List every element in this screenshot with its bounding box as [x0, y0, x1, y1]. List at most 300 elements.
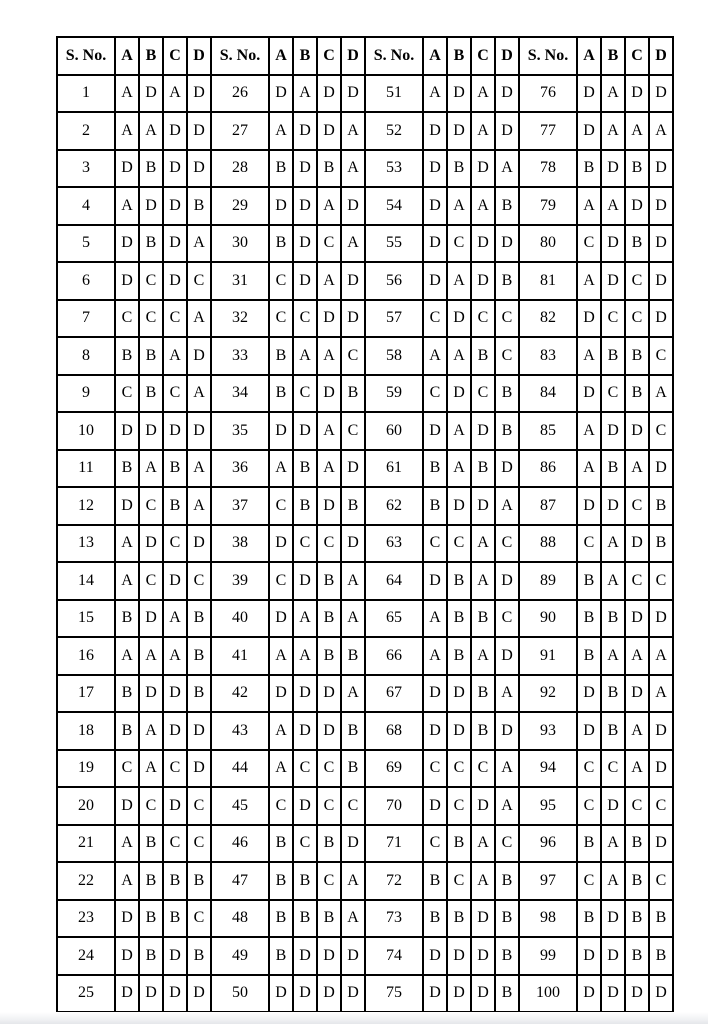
answer-cell: D	[269, 975, 293, 1013]
answer-cell: B	[187, 862, 211, 900]
serial-cell: 78	[519, 150, 577, 188]
answer-cell: D	[269, 600, 293, 638]
table-row	[57, 600, 673, 638]
serial-cell: 92	[519, 675, 577, 713]
serial-cell: 64	[365, 562, 423, 600]
answer-cell: B	[601, 712, 625, 750]
answer-cell: C	[163, 750, 187, 788]
answer-cell: C	[163, 300, 187, 338]
answer-cell: D	[447, 112, 471, 150]
answer-cell: B	[447, 562, 471, 600]
answer-cell: D	[317, 975, 341, 1013]
answer-cell: B	[447, 150, 471, 188]
answer-cell: D	[577, 112, 601, 150]
answer-cell: D	[625, 600, 649, 638]
answer-cell: A	[163, 637, 187, 675]
answer-cell: B	[495, 900, 519, 938]
answer-cell: B	[471, 450, 495, 488]
answer-cell: B	[293, 450, 317, 488]
serial-cell: 44	[211, 750, 269, 788]
answer-cell: C	[577, 787, 601, 825]
answer-cell: A	[293, 75, 317, 113]
table-row	[57, 525, 673, 563]
option-header: A	[423, 37, 447, 75]
serial-cell: 99	[519, 937, 577, 975]
answer-cell: A	[139, 712, 163, 750]
answer-cell: A	[115, 112, 139, 150]
answer-cell: D	[577, 712, 601, 750]
answer-cell: A	[471, 75, 495, 113]
option-header: D	[187, 37, 211, 75]
answer-cell: B	[495, 375, 519, 413]
serial-header: S. No.	[365, 37, 423, 75]
answer-cell: A	[139, 750, 163, 788]
table-row	[57, 562, 673, 600]
answer-cell: B	[187, 675, 211, 713]
answer-cell: B	[341, 712, 365, 750]
serial-cell: 30	[211, 225, 269, 263]
answer-cell: D	[649, 75, 673, 113]
answer-cell: B	[187, 937, 211, 975]
answer-cell: B	[269, 937, 293, 975]
answer-cell: D	[423, 412, 447, 450]
answer-cell: D	[649, 600, 673, 638]
serial-cell: 79	[519, 187, 577, 225]
answer-cell: C	[163, 825, 187, 863]
table-body	[57, 75, 673, 1013]
answer-cell: C	[649, 337, 673, 375]
answer-cell: D	[649, 450, 673, 488]
answer-cell: A	[269, 112, 293, 150]
answer-cell: A	[139, 450, 163, 488]
answer-cell: C	[423, 825, 447, 863]
answer-cell: C	[625, 562, 649, 600]
answer-cell: D	[495, 75, 519, 113]
answer-cell: A	[341, 225, 365, 263]
answer-cell: D	[341, 975, 365, 1013]
answer-cell: D	[447, 975, 471, 1013]
answer-cell: D	[115, 937, 139, 975]
answer-cell: D	[625, 187, 649, 225]
answer-cell: D	[115, 787, 139, 825]
answer-cell: D	[115, 412, 139, 450]
answer-cell: A	[115, 75, 139, 113]
answer-cell: A	[495, 750, 519, 788]
answer-cell: C	[317, 750, 341, 788]
answer-cell: A	[423, 600, 447, 638]
answer-cell: D	[187, 712, 211, 750]
serial-cell: 32	[211, 300, 269, 338]
answer-cell: A	[187, 225, 211, 263]
answer-cell: C	[139, 262, 163, 300]
answer-cell: B	[139, 150, 163, 188]
answer-cell: A	[341, 862, 365, 900]
answer-cell: D	[423, 262, 447, 300]
header-row	[57, 37, 673, 75]
answer-cell: A	[341, 150, 365, 188]
answer-cell: A	[317, 412, 341, 450]
option-header: B	[447, 37, 471, 75]
answer-cell: B	[447, 637, 471, 675]
answer-cell: A	[269, 750, 293, 788]
answer-cell: A	[601, 562, 625, 600]
answer-cell: C	[187, 262, 211, 300]
serial-cell: 7	[57, 300, 115, 338]
serial-cell: 72	[365, 862, 423, 900]
answer-cell: C	[139, 787, 163, 825]
answer-cell: D	[471, 262, 495, 300]
option-header: C	[317, 37, 341, 75]
answer-cell: B	[649, 525, 673, 563]
answer-cell: D	[625, 675, 649, 713]
answer-cell: D	[293, 675, 317, 713]
answer-cell: C	[269, 487, 293, 525]
answer-cell: C	[601, 750, 625, 788]
answer-cell: B	[447, 600, 471, 638]
answer-cell: B	[269, 225, 293, 263]
serial-cell: 88	[519, 525, 577, 563]
answer-cell: D	[495, 450, 519, 488]
serial-cell: 8	[57, 337, 115, 375]
answer-cell: A	[139, 112, 163, 150]
serial-cell: 89	[519, 562, 577, 600]
answer-cell: B	[269, 825, 293, 863]
answer-cell: B	[139, 862, 163, 900]
answer-cell: D	[495, 112, 519, 150]
answer-cell: D	[269, 525, 293, 563]
answer-cell: B	[187, 187, 211, 225]
answer-cell: C	[649, 862, 673, 900]
serial-cell: 51	[365, 75, 423, 113]
answer-cell: A	[317, 337, 341, 375]
answer-cell: D	[423, 187, 447, 225]
answer-cell: A	[577, 412, 601, 450]
answer-cell: A	[341, 900, 365, 938]
serial-cell: 6	[57, 262, 115, 300]
answer-cell: D	[601, 412, 625, 450]
serial-cell: 83	[519, 337, 577, 375]
serial-cell: 45	[211, 787, 269, 825]
serial-cell: 90	[519, 600, 577, 638]
answer-cell: D	[293, 112, 317, 150]
serial-cell: 10	[57, 412, 115, 450]
serial-cell: 15	[57, 600, 115, 638]
answer-cell: D	[423, 112, 447, 150]
answer-cell: C	[471, 750, 495, 788]
answer-cell: B	[577, 825, 601, 863]
answer-cell: D	[187, 525, 211, 563]
answer-cell: D	[447, 75, 471, 113]
serial-cell: 42	[211, 675, 269, 713]
answer-cell: C	[495, 525, 519, 563]
serial-cell: 37	[211, 487, 269, 525]
answer-cell: B	[139, 225, 163, 263]
answer-cell: D	[115, 487, 139, 525]
answer-cell: A	[625, 112, 649, 150]
answer-cell: D	[115, 262, 139, 300]
answer-cell: D	[649, 150, 673, 188]
answer-cell: D	[341, 937, 365, 975]
answer-cell: D	[139, 975, 163, 1013]
serial-cell: 93	[519, 712, 577, 750]
answer-cell: A	[601, 75, 625, 113]
answer-cell: C	[649, 787, 673, 825]
serial-cell: 20	[57, 787, 115, 825]
answer-cell: B	[649, 900, 673, 938]
answer-cell: D	[423, 787, 447, 825]
answer-cell: C	[115, 750, 139, 788]
option-header: D	[495, 37, 519, 75]
table-row	[57, 112, 673, 150]
answer-cell: D	[115, 975, 139, 1013]
answer-cell: A	[577, 262, 601, 300]
answer-cell: D	[495, 712, 519, 750]
answer-cell: C	[269, 262, 293, 300]
answer-cell: A	[601, 525, 625, 563]
answer-cell: D	[625, 525, 649, 563]
answer-cell: B	[115, 712, 139, 750]
answer-cell: B	[317, 825, 341, 863]
serial-header: S. No.	[211, 37, 269, 75]
answer-cell: A	[625, 450, 649, 488]
serial-cell: 52	[365, 112, 423, 150]
answer-cell: B	[139, 825, 163, 863]
answer-cell: B	[139, 375, 163, 413]
answer-cell: C	[187, 900, 211, 938]
answer-cell: A	[625, 712, 649, 750]
serial-cell: 68	[365, 712, 423, 750]
answer-cell: D	[187, 975, 211, 1013]
answer-cell: A	[625, 637, 649, 675]
answer-cell: A	[423, 75, 447, 113]
answer-cell: D	[317, 300, 341, 338]
answer-cell: D	[447, 675, 471, 713]
answer-cell: D	[423, 975, 447, 1013]
serial-cell: 47	[211, 862, 269, 900]
answer-cell: D	[423, 675, 447, 713]
serial-cell: 38	[211, 525, 269, 563]
table-row	[57, 712, 673, 750]
answer-cell: B	[601, 600, 625, 638]
answer-cell: B	[341, 637, 365, 675]
answer-cell: D	[293, 975, 317, 1013]
option-header: C	[625, 37, 649, 75]
answer-cell: B	[649, 937, 673, 975]
answer-cell: B	[495, 862, 519, 900]
answer-cell: D	[293, 712, 317, 750]
answer-cell: D	[577, 937, 601, 975]
answer-cell: C	[495, 600, 519, 638]
answer-cell: D	[293, 412, 317, 450]
answer-cell: D	[423, 562, 447, 600]
serial-cell: 75	[365, 975, 423, 1013]
serial-cell: 35	[211, 412, 269, 450]
table-row	[57, 637, 673, 675]
answer-cell: B	[139, 900, 163, 938]
answer-cell: A	[495, 787, 519, 825]
answer-cell: D	[187, 750, 211, 788]
answer-cell: B	[163, 862, 187, 900]
serial-cell: 5	[57, 225, 115, 263]
answer-cell: D	[625, 75, 649, 113]
answer-cell: C	[423, 525, 447, 563]
answer-cell: C	[649, 412, 673, 450]
answer-cell: C	[447, 525, 471, 563]
answer-cell: A	[471, 562, 495, 600]
answer-cell: A	[115, 825, 139, 863]
answer-cell: B	[139, 337, 163, 375]
answer-cell: A	[577, 337, 601, 375]
answer-cell: B	[269, 337, 293, 375]
answer-cell: A	[115, 862, 139, 900]
answer-cell: C	[293, 525, 317, 563]
answer-cell: B	[423, 900, 447, 938]
serial-cell: 84	[519, 375, 577, 413]
answer-cell: D	[269, 675, 293, 713]
serial-cell: 59	[365, 375, 423, 413]
table-row	[57, 975, 673, 1013]
answer-cell: D	[163, 787, 187, 825]
answer-cell: C	[625, 300, 649, 338]
answer-cell: C	[269, 562, 293, 600]
table-header	[57, 37, 673, 75]
answer-cell: D	[317, 375, 341, 413]
answer-cell: B	[625, 150, 649, 188]
serial-cell: 69	[365, 750, 423, 788]
answer-cell: D	[187, 337, 211, 375]
serial-cell: 74	[365, 937, 423, 975]
serial-cell: 71	[365, 825, 423, 863]
page-bottom-shadow	[0, 1012, 708, 1024]
answer-cell: D	[163, 262, 187, 300]
answer-cell: C	[471, 300, 495, 338]
answer-cell: D	[163, 412, 187, 450]
answer-cell: B	[471, 712, 495, 750]
answer-cell: C	[139, 300, 163, 338]
answer-cell: B	[187, 600, 211, 638]
answer-cell: D	[293, 225, 317, 263]
answer-cell: B	[341, 487, 365, 525]
serial-cell: 81	[519, 262, 577, 300]
answer-cell: C	[577, 225, 601, 263]
answer-cell: A	[447, 450, 471, 488]
answer-cell: B	[293, 900, 317, 938]
serial-cell: 13	[57, 525, 115, 563]
answer-cell: B	[341, 375, 365, 413]
serial-cell: 62	[365, 487, 423, 525]
serial-cell: 86	[519, 450, 577, 488]
answer-cell: D	[577, 675, 601, 713]
answer-cell: B	[163, 450, 187, 488]
answer-cell: D	[139, 675, 163, 713]
serial-cell: 73	[365, 900, 423, 938]
answer-cell: D	[293, 937, 317, 975]
answer-cell: A	[577, 187, 601, 225]
serial-cell: 97	[519, 862, 577, 900]
answer-cell: D	[187, 75, 211, 113]
answer-cell: A	[269, 712, 293, 750]
serial-cell: 98	[519, 900, 577, 938]
answer-cell: B	[423, 487, 447, 525]
serial-cell: 22	[57, 862, 115, 900]
answer-cell: D	[471, 937, 495, 975]
serial-cell: 48	[211, 900, 269, 938]
answer-cell: C	[317, 225, 341, 263]
answer-cell: B	[447, 900, 471, 938]
serial-cell: 53	[365, 150, 423, 188]
answer-cell: D	[423, 150, 447, 188]
serial-cell: 46	[211, 825, 269, 863]
answer-cell: D	[447, 375, 471, 413]
answer-cell: A	[601, 825, 625, 863]
table-row	[57, 225, 673, 263]
serial-cell: 41	[211, 637, 269, 675]
answer-cell: D	[317, 487, 341, 525]
option-header: B	[293, 37, 317, 75]
answer-cell: D	[423, 937, 447, 975]
answer-cell: B	[495, 262, 519, 300]
answer-cell: C	[447, 787, 471, 825]
answer-cell: A	[447, 412, 471, 450]
answer-cell: D	[601, 225, 625, 263]
answer-cell: B	[423, 862, 447, 900]
table-row	[57, 375, 673, 413]
answer-cell: B	[423, 450, 447, 488]
answer-cell: B	[269, 862, 293, 900]
answer-cell: D	[341, 825, 365, 863]
answer-cell: A	[293, 637, 317, 675]
answer-cell: B	[293, 487, 317, 525]
option-header: B	[139, 37, 163, 75]
answer-cell: A	[471, 187, 495, 225]
answer-cell: D	[471, 412, 495, 450]
answer-cell: B	[625, 225, 649, 263]
serial-cell: 91	[519, 637, 577, 675]
answer-cell: C	[625, 262, 649, 300]
serial-cell: 87	[519, 487, 577, 525]
answer-cell: D	[577, 975, 601, 1013]
table-row	[57, 450, 673, 488]
answer-cell: B	[471, 337, 495, 375]
answer-cell: C	[423, 375, 447, 413]
answer-cell: A	[187, 375, 211, 413]
answer-cell: D	[601, 487, 625, 525]
answer-cell: B	[495, 975, 519, 1013]
answer-cell: C	[115, 300, 139, 338]
serial-cell: 80	[519, 225, 577, 263]
answer-cell: C	[163, 375, 187, 413]
answer-cell: A	[649, 675, 673, 713]
serial-cell: 26	[211, 75, 269, 113]
answer-cell: D	[447, 300, 471, 338]
answer-cell: A	[341, 675, 365, 713]
table-row	[57, 75, 673, 113]
answer-cell: B	[601, 337, 625, 375]
answer-cell: D	[341, 187, 365, 225]
answer-cell: A	[495, 675, 519, 713]
option-header: D	[649, 37, 673, 75]
answer-cell: C	[187, 787, 211, 825]
serial-cell: 85	[519, 412, 577, 450]
serial-cell: 31	[211, 262, 269, 300]
serial-cell: 39	[211, 562, 269, 600]
serial-cell: 70	[365, 787, 423, 825]
answer-cell: C	[187, 825, 211, 863]
answer-cell: A	[317, 187, 341, 225]
answer-cell: A	[471, 637, 495, 675]
answer-cell: C	[341, 412, 365, 450]
answer-cell: D	[471, 225, 495, 263]
